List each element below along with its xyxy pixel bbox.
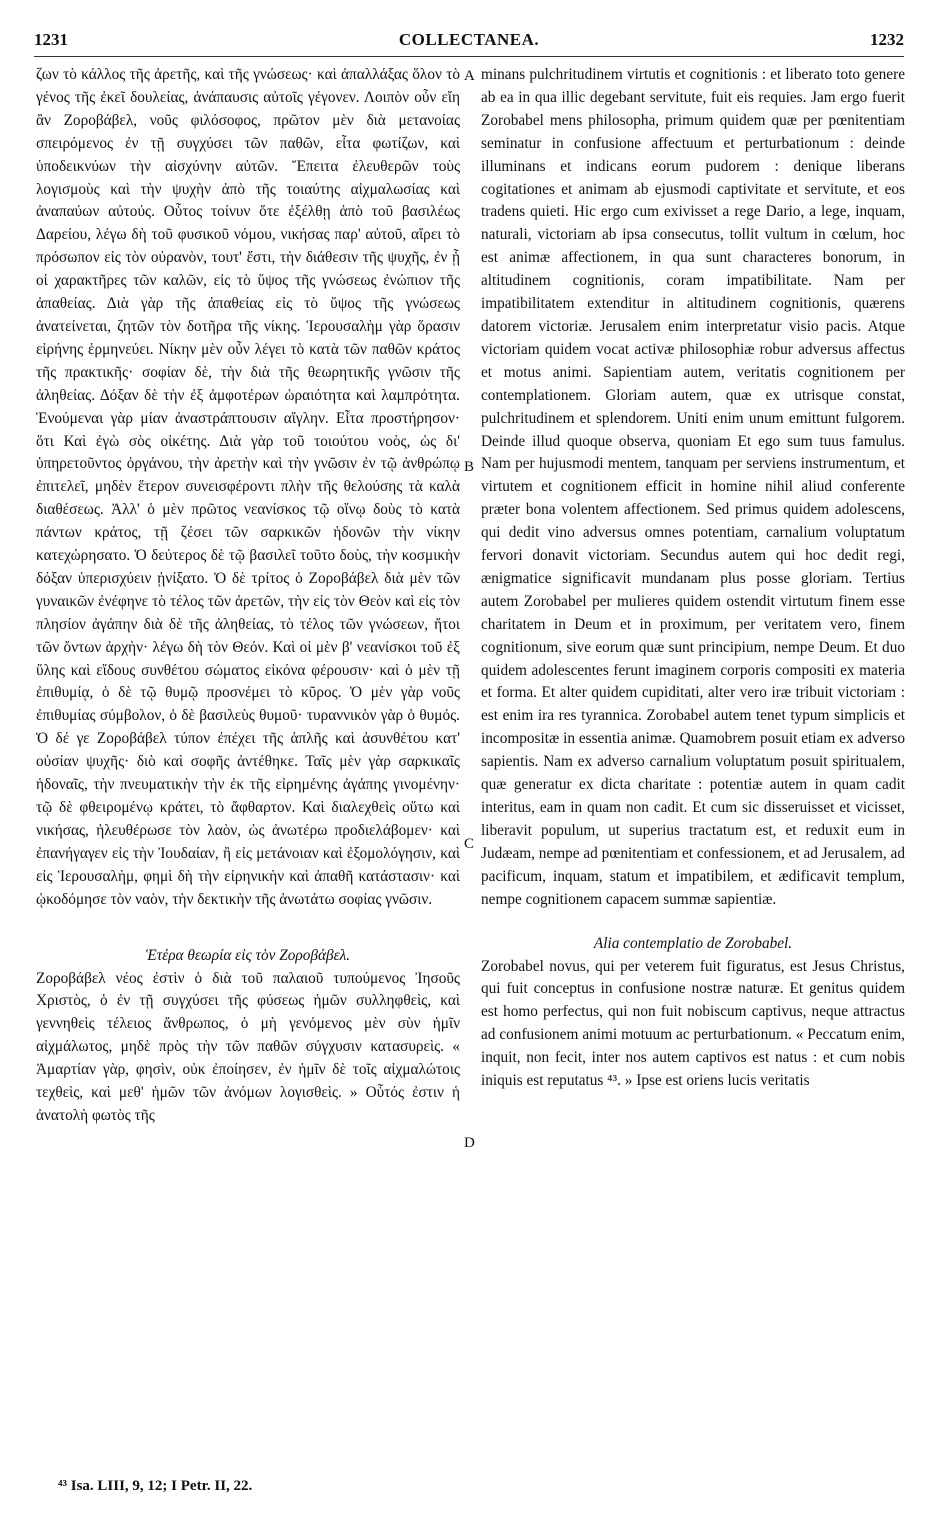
greek-paragraph-1: ζων τὸ κάλλος τῆς ἀρετῆς, καὶ τῆς γνώσεως· καὶ ἀπαλλάξας ὅλον τὸ γένος τῆς ἐκεῖ δουλείας, ἀνάπαυσις αὐτοῖς γέγονεν. Λοιπὸν οὖν εἴη ἂν Ζοροβάβελ, νοῦς φιλόσοφος, πρῶτον μὲν διὰ μετανοίας σπειρόμενος ἐν τῇ συγχύσει τῶν παθῶν, εἶτα φωτίζων, καὶ ὑποδεικνύων τὴν αἰσχύνην αὐτῶν. Ἔπειτα ἐλευθερῶν τοὺς λογισμοὺς καὶ τὴν ψυχὴν ἀπὸ τῆς τοιαύτης αἰχμαλωσίας καὶ ἀναπαύων αὐτούς. Οὗτος τοίνυν ὅτε ἐξέλθῃ ἀπὸ τοῦ βασιλέως Δαρείου, λέγω δὴ τοῦ φυσικοῦ νόμου, νικήσας παρ' αὐτοῦ, αἴρει τὸ πρόσωπον εἰς τὸν οὐρανὸν, τουτ' ἔστι, τὴν διάθεσιν τῆς ψυχῆς, ἐν ᾗ οἱ χαρακτῆρες τῶν καλῶν, εἰς τὸ ὕψος τῆς γνώσεως ἐνώπιον τῆς ἀπαθείας. Διὰ γὰρ τῆς ἀπαθείας εἰς τὸ ὕψος τῆς γνώσεως ἀνατείνεται, ζητῶν τὸν δοτῆρα τῆς νίκης. Ἱερουσαλὴμ γὰρ ὅρασιν εἰρήνης ἑρμηνεύει. Νίκην μὲν οὖν λέγει τὸ κατὰ τῶν παθῶν κράτος τῆς πρακτικῆς· σοφίαν δὲ, τὴν διὰ τῆς θεωρητικῆς γνῶσιν τῆς ἀληθείας. Δόξαν δὲ τὴν ἐξ ἀμφοτέρων ὡραιότητα καὶ λαμπρότητα. Ἑνούμεναι γὰρ μίαν ἀναστράπτουσιν αἴγλην. Εἶτα προστήρησον· ὅτι Καὶ ἐγὼ σὸς οἰκέτης. Διὰ γὰρ τοῦ τοιούτου νοὸς, ὡς δι' ὑπηρετοῦντος ὀργάνου, τὴν ἀρετὴν καὶ τὴν γνῶσιν ἐν τῷ ἀνθρώπῳ ἐπιτελεῖ, μηδὲν ἕτερον συνεισφέροντι πλὴν τῆς θελούσης τὰ καλὰ διαθέσεως. Ἀλλ' ὁ μὲν πρῶτος νεανίσκος τῷ οἴνῳ δοὺς τὸ κατὰ πάντων κράτος, τῇ ζέσει τῶν σαρκικῶν ἡδονῶν τὴν νίκην κατεχώρησατο. Ὁ δεύτερος δὲ τῷ βασιλεῖ τοῦτο δοὺς, τὴν κοσμικὴν δόξαν ὑπερισχύειν ᾐνίξατο. Ὁ δὲ τρίτος ὁ Ζοροβάβελ διὰ μὲν τῶν γυναικῶν ἐνέφηνε τὸ τέλος τῶν ἀρετῶν, τὴν εἰς τὸν Θεὸν καὶ εἰς τὸν πλησίον ἀγάπην διὰ δὲ τῆς ἀληθείας, τὸ τέλος τῶν γνώσεων, ἤτοι τῶν ὄντων ἀρχὴν· λέγω δὴ τὸν Θεόν. Καὶ οἱ μὲν β' νεανίσκοι τοῦ ἐξ ὕλης καὶ εἴδους συνθέτου σώματος εἰκόνα φέρουσιν· καὶ ὁ μὲν τῇ ἐπιθυμίᾳ, ὁ δὲ τῷ θυμῷ προσνέμει τὸ κῦρος. Ὁ μὲν γὰρ νοῦς ἐπιθυμίας σύμβολον, ὁ δὲ βασιλεὺς θυμοῦ· τυραννικὸν γὰρ ὁ θυμός. Ὁ δέ γε Ζοροβάβελ τύπον ἐπέχει τῆς ἁπλῆς καὶ ἀσυνθέτου κατ' οὐσίαν ψυχῆς· διὸ καὶ σοφῆς ἀντέθηκε. Ταῖς μὲν γὰρ σαρκικαῖς ἡδοναῖς, τὴν πνευματικὴν τὴν ἐκ τῆς εἰρημένης ἀγάπης γινομένην· τῷ δὲ φθειρομένῳ κράτει, τὸ ἄφθαρτον. Καὶ διαλεχθεὶς οὕτω καὶ νικήσας, ἠλευθέρωσε τὸν λαὸν, ὡς ἀνωτέρω προδιελάβομεν· καὶ ἐπανήγαγεν εἰς τὴν Ἰουδαίαν, ἢ εἰς μετάνοιαν καὶ ἐξομολόγησιν, καὶ εἰς Ἱερουσαλὴμ, φημὶ δὴ τὴν εἰρηνικὴν καὶ ἀπαθῆ κατάστασιν· καὶ ᾠκοδόμησε τὸν ναὸν, τὴν δεκτικὴν τῆς ἀνωτάτω σοφίας γνῶσιν.: [36, 66, 460, 908]
footnote: ⁴³ Isa. LIII, 9, 12; I Petr. II, 22.: [58, 1478, 253, 1494]
greek-paragraph-2: Ζοροβάβελ νέος ἐστὶν ὁ διὰ τοῦ παλαιοῦ τυπούμενος Ἰησοῦς Χριστὸς, ὁ ἐν τῇ συγχύσει τῆς φύσεως ἡμῶν συλληφθεὶς, καὶ γεννηθεὶς τέλειος ἄνθρωπος, ὁ μὴ γενόμενος μὲν σὺν ἡμῖν αἰχμάλωτος, μηδὲ πρὸς τὴν τῶν παθῶν σύγχυσιν κατασυρεὶς. « Ἁμαρτίαν γὰρ, φησὶν, οὐκ ἐποίησεν, ἐν ἡμῖν δὲ τοῖς αἰχμαλώτοις τεχθεὶς, καὶ μεθ' ἡμῶν τῶν ἀνόμων λογισθεὶς. » Οὗτός ἐστιν ἡ ἀνατολὴ φωτὸς τῆς: [36, 969, 460, 1124]
greek-column: [36, 64, 460, 1128]
latin-paragraph-1: minans pulchritudinem virtutis et cognitionis : et liberato toto genere ab ea in qua illic degebant servitute, fuit eis requies. Jam ergo fuerit Zorobabel mens philosopha, primum quidem quæ per pœnitentiam seminatur in confusione affectuum et perturbationum : deinde illuminans et indicans eorum pudorem : denique liberans cogitationes et animam ab ejusmodi captivitate et servitute, et eos tradens quieti. Hic ergo cum exivisset a rege Dario, a lege, inquam, naturali, victoriam ab ipsa consecutus, tollit vultum in cœlum, hoc est animæ affectionem, in qua sunt characteres bonorum, in altitudinem cognitionis, coram impatibilitate. Nam per impatibilitatem extenditur in altitudinem cognitionis, quærens datorem victoriæ. Jerusalem enim interpretatur visio pacis. Atque victoriam quidem vocat activæ philosophiæ robur adversus affectus et motus animi. Sapientiam autem, veritatis cognitionem per contemplationem. Gloriam autem, quæ ex utrisque constat, pulchritudinem et splendorem. Uniti enim unum emittunt fulgorem. Deinde illud quoque observa, quoniam Et ego sum tuus famulus. Nam per hujusmodi mentem, tanquam per serviens instrumentum, et virtutem et cognitionem efficit in homine nihil aliud conferente præter bona volentem affectionem. Sed primus quidem adolescens, qui dedit vino adversus omnes potentiam, carnalium voluptatum fervori donavit victoriam. Secundus autem qui hoc dedit regi, ænigmatice significavit mundanam plus posse gloriam. Tertius autem Zorobabel per mulieres quidem ostendit virtutum finem esse charitatem in Deum et in proximum, per veritatem vero, finem cognitionum, sive eorum quæ sunt principium, nempe Deum. Et duo quidem adolescentes ferunt imaginem corporis compositi ex materia et forma. Et alter quidem cupiditati, alter vero iræ tribuit victoriam : est enim ira res tyrannica. Zorobabel autem tenet typum simplicis et incompositæ in essentia animæ. Quamobrem posuit etiam ex adverso sapientis. Nam ex adverso carnalium voluptatum posuit spiritualem, quæ generatur ex dicta charitate : potentiæ autem in quam cadit interitus, eam in quam non cadit. Et cum sic disseruisset et vicisset, liberavit populum, ut superius tractatum est, et reduxit eum in Judæam, nempe ad pœnitentiam et confessionem, et ad Jerusalem, ad pacificum, inquam, statum et impatibilem, et ædificavit templum, nempe cognitionem capacem summæ sapientiæ.: [481, 66, 905, 908]
margin-mark-c: C: [464, 836, 475, 852]
latin-paragraph-2: Zorobabel novus, qui per veterem fuit figuratus, est Jesus Christus, qui fuit conceptus in confusione nostræ naturæ. Et genitus quidem est homo perfectus, qui non fuit nobiscum captivus, neque attractus ad confusionem animi motuum ac perturbationum. « Peccatum enim, inquit, non fecit, inter nos autem captivos est natus : et cum nobis iniquis est reputatus ⁴³. » Ipse est oriens lucis veritatis: [481, 957, 905, 1090]
margin-mark-b: B: [464, 459, 475, 475]
page-number-right: 1232: [870, 30, 904, 49]
page-header: [34, 30, 904, 57]
latin-column: [481, 64, 905, 1093]
latin-section-heading: Alia contemplatio de Zorobabel.: [593, 934, 793, 952]
running-title: COLLECTANEA.: [398, 30, 540, 49]
greek-section-heading: Ἑτέρα θεωρία εἰς τὸν Ζοροβάβελ.: [145, 946, 351, 964]
margin-mark-a: A: [464, 68, 475, 84]
margin-mark-d: D: [464, 1135, 475, 1151]
page-number-left: 1231: [34, 30, 68, 49]
